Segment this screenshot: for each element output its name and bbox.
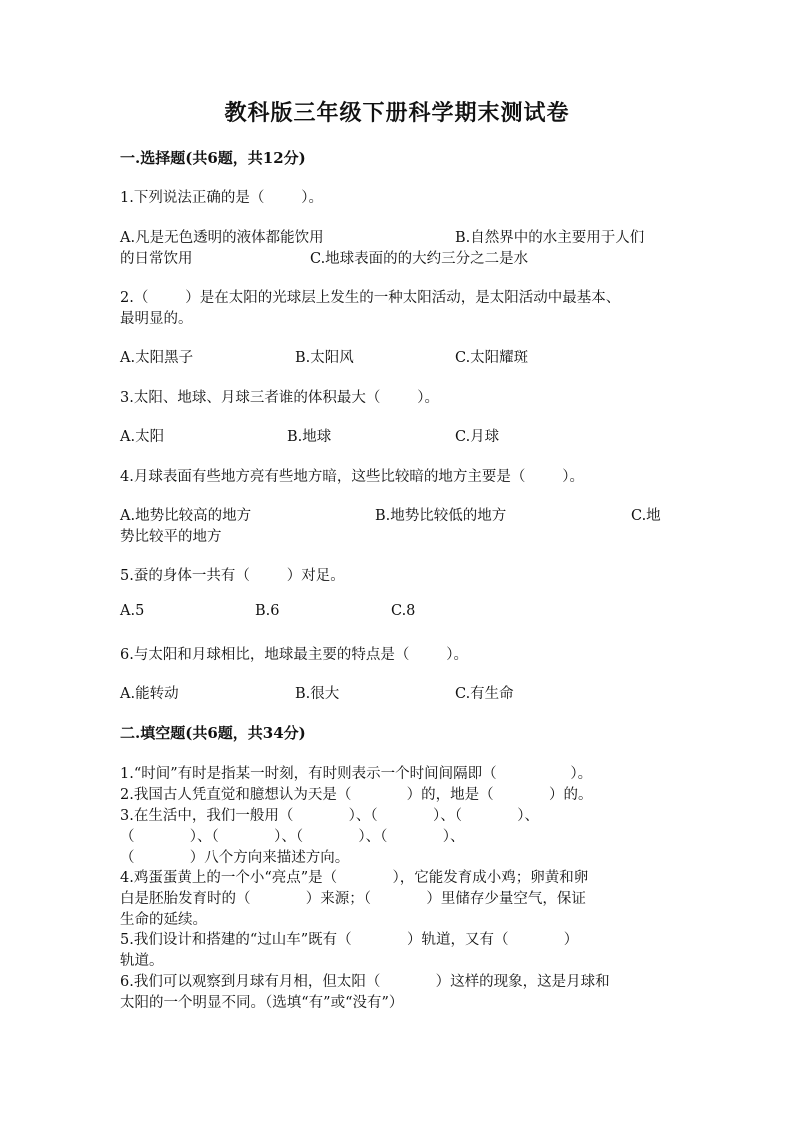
fill-line: 生命的延续。 <box>120 912 207 928</box>
question-5-option-a: A.5 <box>120 603 145 619</box>
question-1-option-c: C.地球表面的的大约三分之二是水 <box>310 251 529 267</box>
question-4-option-a: A.地势比较高的地方 <box>120 508 252 524</box>
question-5-option-b: B.6 <box>255 603 280 619</box>
question-1-option-a: A.凡是无色透明的液体都能饮用 <box>120 230 324 246</box>
question-2-stem: 2.（ ）是在太阳的光球层上发生的一种太阳活动，是太阳活动中最基本、 <box>120 290 621 306</box>
question-2-stem-cont: 最明显的。 <box>120 311 193 327</box>
fill-line: 白是胚胎发育时的（ ）来源；（ ）里储存少量空气，保证 <box>120 891 586 907</box>
fill-line: 5.我们设计和搭建的“过山车”既有（ ）轨道，又有（ ） <box>120 932 579 948</box>
question-4-option-b: B.地势比较低的地方 <box>375 508 507 524</box>
question-1-option-b-cont: 的日常饮用 <box>120 251 193 267</box>
page-title: 教科版三年级下册科学期末测试卷 <box>224 100 570 126</box>
section-heading-choice: 一.选择题(共6题，共12分) <box>120 149 306 167</box>
section-heading-fill: 二.填空题(共6题，共34分) <box>120 724 306 742</box>
question-3-option-a: A.太阳 <box>120 429 165 445</box>
question-3-option-c: C.月球 <box>455 429 500 445</box>
fill-line: 2.我国古人凭直觉和臆想认为天是（ ）的，地是（ ）的。 <box>120 787 593 803</box>
fill-line: 1.“时间”有时是指某一时刻，有时则表示一个时间间隔即（ ）。 <box>120 766 593 782</box>
fill-line: 4.鸡蛋蛋黄上的一个小“亮点”是（ ），它能发育成小鸡；卵黄和卵 <box>120 870 589 886</box>
question-3-stem: 3.太阳、地球、月球三者谁的体积最大（ ）。 <box>120 390 439 406</box>
question-6-stem: 6.与太阳和月球相比，地球最主要的特点是（ ）。 <box>120 647 468 663</box>
question-3-option-b: B.地球 <box>287 429 332 445</box>
question-4-stem: 4.月球表面有些地方亮有些地方暗，这些比较暗的地方主要是（ ）。 <box>120 469 584 485</box>
question-6-option-a: A.能转动 <box>120 686 179 702</box>
fill-line: 3.在生活中，我们一般用（ ）、（ ）、（ ）、 <box>120 808 540 824</box>
fill-line: （ ）、（ ）、（ ）、（ ）、 <box>120 829 465 845</box>
fill-line: 太阳的一个明显不同。（选填“有”或“没有”） <box>120 995 404 1011</box>
question-1-stem: 1.下列说法正确的是（ ）。 <box>120 190 323 206</box>
question-5-option-c: C.8 <box>391 603 416 619</box>
fill-line: 轨道。 <box>120 953 164 969</box>
fill-line: 6.我们可以观察到月球有月相，但太阳（ ）这样的现象，这是月球和 <box>120 974 610 990</box>
question-6-option-b: B.很大 <box>295 686 340 702</box>
question-5-stem: 5.蚕的身体一共有（ ）对足。 <box>120 568 345 584</box>
question-6-option-c: C.有生命 <box>455 686 514 702</box>
question-1-option-b: B.自然界中的水主要用于人们 <box>455 230 645 246</box>
question-2-option-c: C.太阳耀斑 <box>455 350 529 366</box>
fill-line: （ ）八个方向来描述方向。 <box>120 850 350 866</box>
question-2-option-a: A.太阳黑子 <box>120 350 194 366</box>
question-4-option-c: C.地 <box>631 508 661 524</box>
question-2-option-b: B.太阳风 <box>295 350 354 366</box>
question-4-option-c-cont: 势比较平的地方 <box>120 529 222 545</box>
